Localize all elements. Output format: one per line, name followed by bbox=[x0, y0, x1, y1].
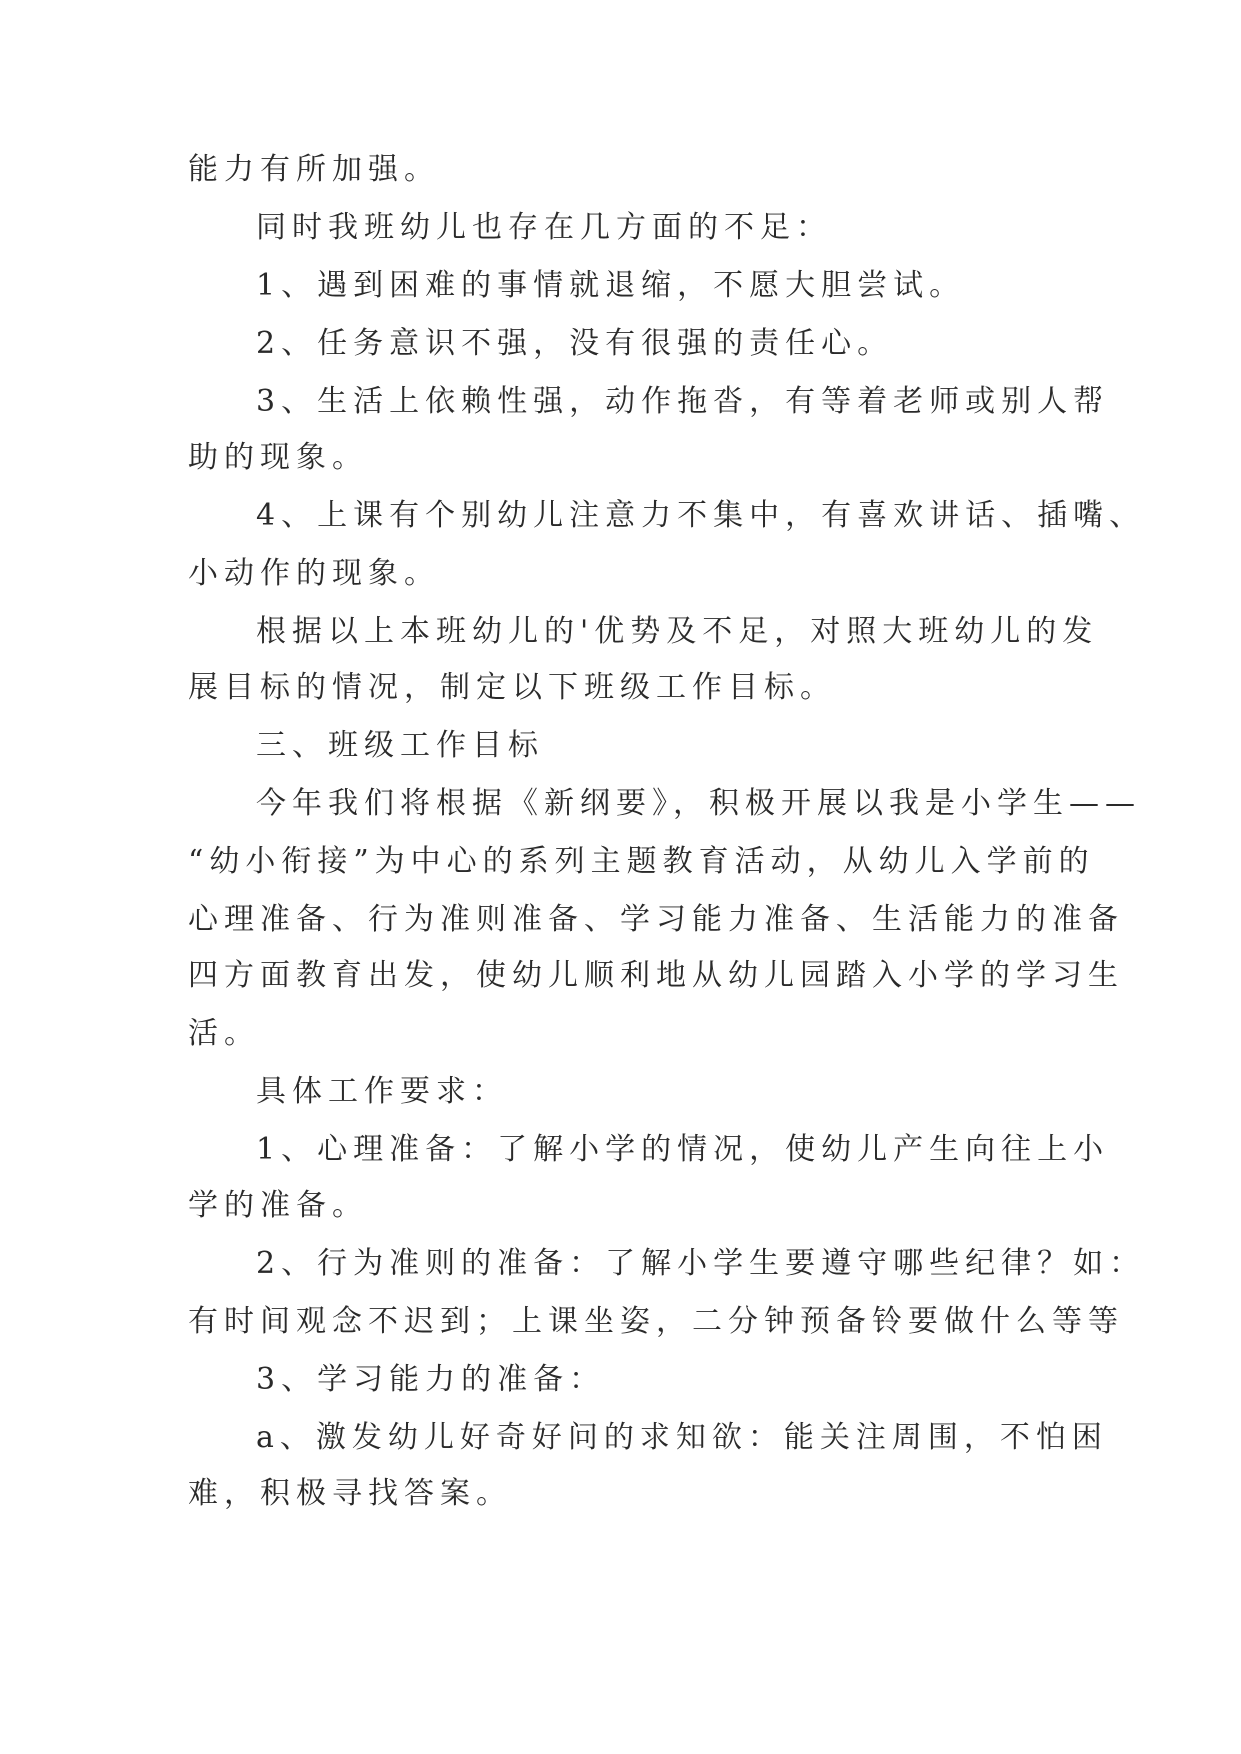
text-line: 四方面教育出发，使幼儿顺利地从幼儿园踏入小学的学习生 bbox=[188, 958, 1124, 993]
text-line: 同时我班幼儿也存在几方面的不足： bbox=[256, 210, 832, 245]
text-line: 2、任务意识不强，没有很强的责任心。 bbox=[256, 326, 894, 361]
text-line: 助的现象。 bbox=[188, 440, 368, 475]
text-line: 活。 bbox=[188, 1016, 260, 1051]
text-line: 具体工作要求： bbox=[256, 1074, 508, 1109]
text-line: 学的准备。 bbox=[188, 1188, 368, 1223]
text-line: 4、上课有个别幼儿注意力不集中，有喜欢讲话、插嘴、 bbox=[256, 498, 1146, 533]
text-line: 小动作的现象。 bbox=[188, 556, 440, 591]
text-line: 难，积极寻找答案。 bbox=[188, 1476, 512, 1511]
text-line: 根据以上本班幼儿的'优势及不足，对照大班幼儿的发 bbox=[256, 614, 1099, 649]
text-line: 今年我们将根据《新纲要》，积极开展以我是小学生—— bbox=[256, 786, 1141, 821]
text-line: 1、心理准备：了解小学的情况，使幼儿产生向往上小 bbox=[256, 1132, 1110, 1167]
text-line: 3、学习能力的准备： bbox=[256, 1362, 606, 1397]
text-line: 能力有所加强。 bbox=[188, 152, 440, 187]
text-line: 2、行为准则的准备：了解小学生要遵守哪些纪律？如： bbox=[256, 1246, 1146, 1281]
text-line: a、激发幼儿好奇好问的求知欲：能关注周围，不怕困 bbox=[256, 1420, 1108, 1455]
text-line: “幼小衔接”为中心的系列主题教育活动，从幼儿入学前的 bbox=[188, 844, 1095, 879]
section-heading: 三、班级工作目标 bbox=[256, 728, 544, 763]
text-line: 1、遇到困难的事情就退缩，不愿大胆尝试。 bbox=[256, 268, 966, 303]
text-line: 心理准备、行为准则准备、学习能力准备、生活能力的准备 bbox=[188, 902, 1124, 937]
text-line: 3、生活上依赖性强，动作拖沓，有等着老师或别人帮 bbox=[256, 384, 1110, 419]
text-line: 有时间观念不迟到；上课坐姿，二分钟预备铃要做什么等等 bbox=[188, 1304, 1124, 1339]
text-line: 展目标的情况，制定以下班级工作目标。 bbox=[188, 670, 836, 705]
